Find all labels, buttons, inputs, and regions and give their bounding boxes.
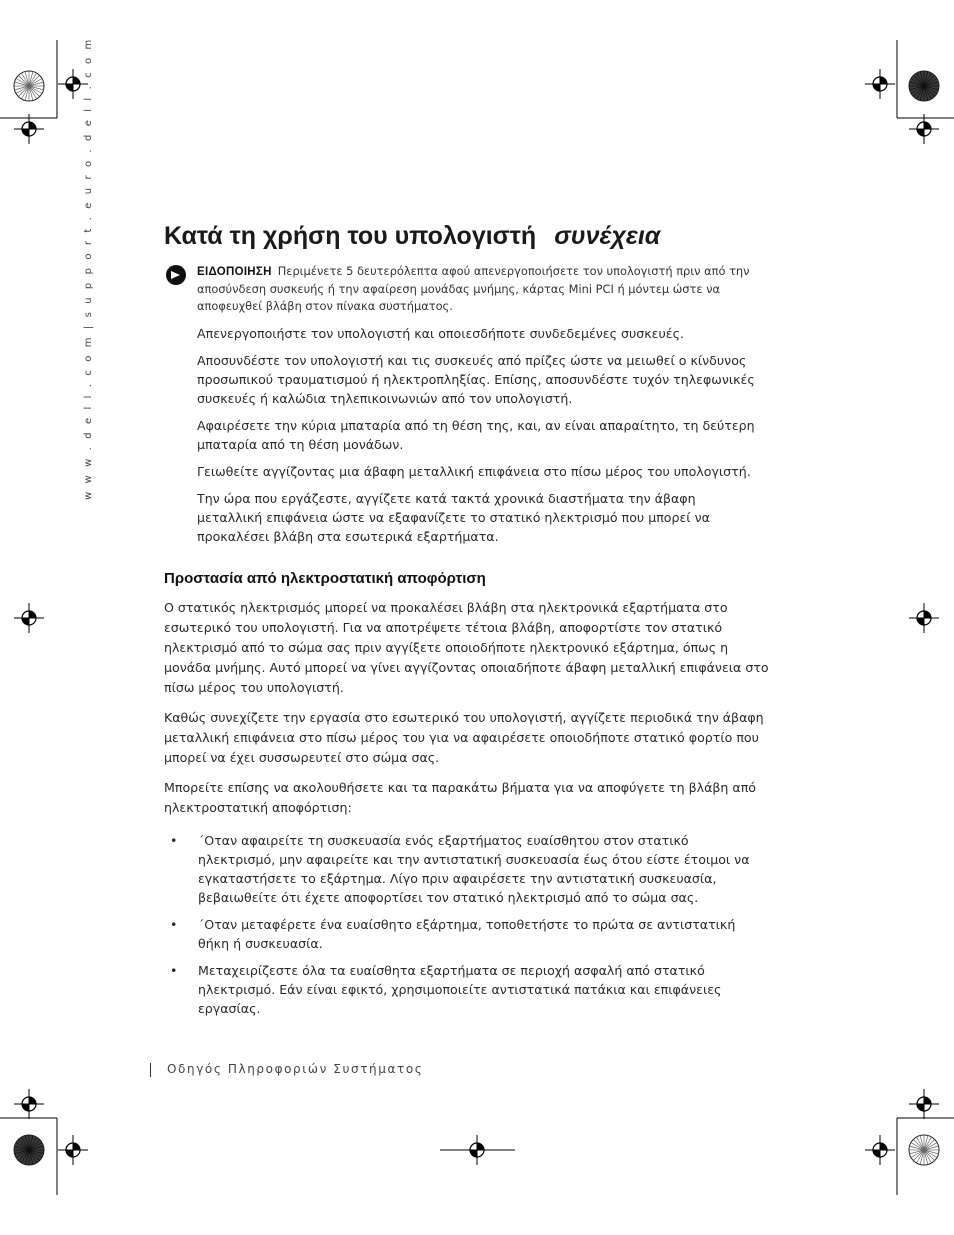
registration-mark-icon: [58, 1135, 88, 1165]
notice-text: Περιμένετε 5 δευτερόλεπτα αφού απενεργοποιήσετε τον υπολογιστή πριν από την αποσύνδεση συσκευής ή την αφαίρεση μονάδας μνήμης, κάρτας Mini PCI ή μόντεμ ώστε να αποφευχθεί βλάβη στον πίνακα συστήματος.: [197, 264, 750, 313]
steps-list: [197, 324, 757, 554]
step-item: Απενεργοποιήστε τον υπολογιστή και οποιεσδήποτε συνδεδεμένες συσκευές.: [197, 326, 684, 341]
step-item: Γειωθείτε αγγίζοντας μια άβαφη μεταλλική επιφάνεια στο πίσω μέρος του υπολογιστή.: [197, 464, 751, 479]
color-target-icon: [909, 1135, 939, 1165]
side-url: w w w . d e l l . c o m | s u p p o r t . e u r o . d e l l . c o m: [83, 37, 94, 500]
step-item: Την ώρα που εργάζεστε, αγγίζετε κατά τακτά χρονικά διαστήματα την άβαφη μεταλλική επιφάνεια ώστε να εξαφανίζετε το στατικό ηλεκτρισμό που μπορεί να προκαλέσει βλάβη στα εσωτερικά εξαρτήματα.: [197, 491, 710, 544]
registration-mark-icon: [865, 69, 895, 99]
footer-text: Οδηγός Πληροφοριών Συστήματος: [167, 1062, 424, 1076]
step-item: Αφαιρέσετε την κύρια μπαταρία από τη θέση της, και, αν είναι απαραίτητο, τη δεύτερη μπαταρία από τη θέση μονάδων.: [197, 418, 755, 452]
title-continued: συνέχεια: [554, 222, 661, 250]
notice-text-block: [197, 263, 764, 315]
registration-mark-icon: [909, 603, 939, 633]
notice-label: ΕΙΔΟΠΟΙΗΣΗ: [197, 266, 272, 278]
bullet-icon: •: [170, 833, 178, 848]
footer-rule: [150, 1063, 151, 1077]
notice-box: [164, 263, 764, 315]
bullet-text: Μεταχειρίζεστε όλα τα ευαίσθητα εξαρτήματα σε περιοχή ασφαλή από στατικό ηλεκτρισμό. Εάν είναι εφικτό, χρησιμοποιείτε αντιστατικά πατάκια και επιφάνειες εργασίας.: [198, 963, 722, 1016]
registration-mark-icon: [462, 1135, 492, 1165]
color-target-icon: [909, 71, 939, 101]
paragraph: Καθώς συνεχίζετε την εργασία στο εσωτερικό του υπολογιστή, αγγίζετε περιοδικά την άβαφη μεταλλική επιφάνεια στο πίσω μέρος του για να αφαιρέσετε οποιοδήποτε στατικό φορτίο που μπορεί να έχει συσσωρευτεί στο σώμα σας.: [164, 710, 764, 765]
section-body: [164, 598, 779, 828]
bullet-text: ΄Οταν αφαιρείτε τη συσκευασία ενός εξαρτήματος ευαίσθητου στον στατικό ηλεκτρισμό, μην αφαιρείτε και την αντιστατική συσκευασία έως ότου είστε έτοιμοι να εγκαταστήσετε το εξάρτημα. Λίγο πριν αφαιρέσετε την αντιστατική συσκευασία, βεβαιωθείτε ότι έχετε αποφορτίσει τον στατικό ηλεκτρισμό από το σώμα σας.: [198, 833, 750, 905]
registration-mark-icon: [14, 603, 44, 633]
bullet-item: [164, 831, 764, 907]
bullet-icon: •: [170, 917, 178, 932]
registration-mark-icon: [14, 1089, 44, 1119]
title-main: Κατά τη χρήση του υπολογιστή: [164, 222, 537, 250]
registration-mark-icon: [909, 1089, 939, 1119]
page-footer: [150, 1062, 423, 1077]
color-target-icon: [14, 71, 44, 101]
page-title: [164, 222, 660, 251]
bullet-list: [164, 831, 764, 1026]
bullet-item: [164, 915, 764, 953]
paragraph: Μπορείτε επίσης να ακολουθήσετε και τα παρακάτω βήματα για να αποφύγετε τη βλάβη από ηλεκτροστατική αποφόρτιση:: [164, 780, 756, 815]
registration-mark-icon: [865, 1135, 895, 1165]
bullet-text: ΄Οταν μεταφέρετε ένα ευαίσθητο εξάρτημα, τοποθετήστε το πρώτα σε αντιστατική θήκη ή συσκευασία.: [198, 917, 736, 951]
notice-icon: [166, 265, 186, 285]
bullet-item: [164, 961, 764, 1018]
color-target-icon: [14, 1135, 44, 1165]
paragraph: Ο στατικός ηλεκτρισμός μπορεί να προκαλέσει βλάβη στα ηλεκτρονικά εξαρτήματα στο εσωτερικό του υπολογιστή. Για να αποτρέψετε τέτοια βλάβη, αποφορτίστε τον στατικό ηλεκτρισμό από το σώμα σας πριν αγγίξετε οποιοδήποτε ηλεκτρονικό εξάρτημα, όπως η μονάδα μνήμης. Αυτό μπορεί να γίνει αγγίζοντας οποιαδήποτε άβαφη μεταλλική επιφάνεια στο πίσω μέρος του υπολογιστή.: [164, 600, 769, 695]
step-item: Αποσυνδέστε τον υπολογιστή και τις συσκευές από πρίζες ώστε να μειωθεί ο κίνδυνος προσωπικού τραυματισμού ή ηλεκτροπληξίας. Επίσης, αποσυνδέστε τυχόν τηλεφωνικές συσκευές ή καλώδια τηλεπικοινωνιών από τον υπολογιστή.: [197, 353, 755, 406]
bullet-icon: •: [170, 963, 178, 978]
section-heading: Προστασία από ηλεκτροστατική αποφόρτιση: [164, 570, 486, 587]
